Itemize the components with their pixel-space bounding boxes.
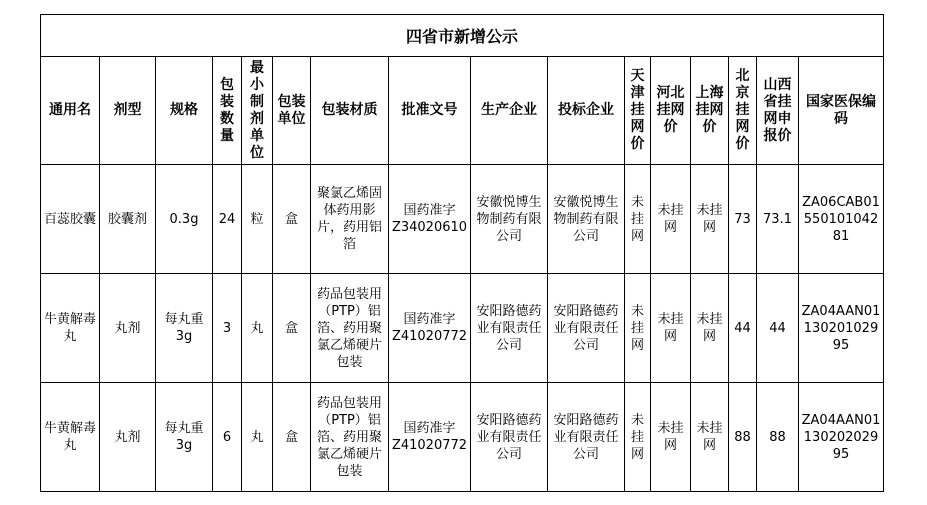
cell-min-unit: 粒 xyxy=(242,165,273,274)
cell-manufacturer: 安阳路德药业有限责任公司 xyxy=(471,383,548,492)
cell-hebei-price: 未挂网 xyxy=(651,165,691,274)
header-shanghai-price: 上海挂网价 xyxy=(691,57,729,165)
header-dosage-form: 剂型 xyxy=(100,57,156,165)
notice-table xyxy=(40,14,884,492)
table-title: 四省市新增公示 xyxy=(41,15,884,57)
table-row xyxy=(41,165,884,274)
cell-manufacturer: 安徽悦博生物制药有限公司 xyxy=(471,165,548,274)
cell-insurance-code: ZA04AAN0113020102995 xyxy=(799,274,884,383)
cell-beijing-price: 44 xyxy=(729,274,757,383)
cell-insurance-code: ZA06CAB0155010104281 xyxy=(799,165,884,274)
cell-approval-number: 国药准字Z34020610 xyxy=(389,165,471,274)
cell-min-unit: 丸 xyxy=(242,274,273,383)
cell-shanghai-price: 未挂网 xyxy=(691,274,729,383)
cell-min-unit: 丸 xyxy=(242,383,273,492)
header-min-unit: 最小制剂单位 xyxy=(242,57,273,165)
header-hebei-price: 河北挂网价 xyxy=(651,57,691,165)
cell-pack-quantity: 24 xyxy=(213,165,242,274)
cell-dosage-form: 胶囊剂 xyxy=(100,165,156,274)
cell-beijing-price: 88 xyxy=(729,383,757,492)
table-row xyxy=(41,383,884,492)
cell-shanghai-price: 未挂网 xyxy=(691,383,729,492)
cell-beijing-price: 73 xyxy=(729,165,757,274)
header-approval-number: 批准文号 xyxy=(389,57,471,165)
header-pack-quantity: 包装数量 xyxy=(213,57,242,165)
cell-pack-material-text: 聚氯乙烯固体药用影片，药用铝箔 xyxy=(316,186,382,252)
cell-generic-name: 牛黄解毒丸 xyxy=(41,383,100,492)
cell-approval-number: 国药准字Z41020772 xyxy=(389,383,471,492)
cell-pack-unit: 盒 xyxy=(273,274,311,383)
cell-hebei-price: 未挂网 xyxy=(651,383,691,492)
header-pack-unit: 包装单位 xyxy=(273,57,311,165)
cell-tianjin-price: 未挂网 xyxy=(625,383,651,492)
cell-pack-unit: 盒 xyxy=(273,383,311,492)
cell-pack-quantity: 6 xyxy=(213,383,242,492)
cell-shanxi-price: 44 xyxy=(757,274,799,383)
cell-dosage-form: 丸剂 xyxy=(100,383,156,492)
cell-bidder: 安阳路德药业有限责任公司 xyxy=(548,383,625,492)
header-bidder: 投标企业 xyxy=(548,57,625,165)
cell-pack-material-text: 药品包装用（PTP）铝箔、药用聚氯乙烯硬片包装 xyxy=(316,286,382,370)
cell-pack-quantity: 3 xyxy=(213,274,242,383)
table-row xyxy=(41,274,884,383)
header-row xyxy=(41,57,884,165)
cell-shanghai-price: 未挂网 xyxy=(691,165,729,274)
cell-shanxi-price: 88 xyxy=(757,383,799,492)
header-insurance-code: 国家医保编码 xyxy=(799,57,884,165)
header-tianjin-price: 天津挂网价 xyxy=(625,57,651,165)
cell-insurance-code: ZA04AAN0113020202995 xyxy=(799,383,884,492)
cell-pack-material xyxy=(311,383,389,492)
cell-manufacturer: 安阳路德药业有限责任公司 xyxy=(471,274,548,383)
cell-tianjin-price: 未挂网 xyxy=(625,165,651,274)
cell-tianjin-price: 未挂网 xyxy=(625,274,651,383)
cell-pack-material xyxy=(311,274,389,383)
cell-shanxi-price: 73.1 xyxy=(757,165,799,274)
cell-pack-material-text: 药品包装用（PTP）铝箔、药用聚氯乙烯硬片包装 xyxy=(316,395,382,479)
cell-pack-material xyxy=(311,165,389,274)
cell-bidder: 安阳路德药业有限责任公司 xyxy=(548,274,625,383)
cell-specification: 0.3g xyxy=(156,165,213,274)
cell-generic-name: 百蕊胶囊 xyxy=(41,165,100,274)
header-specification: 规格 xyxy=(156,57,213,165)
cell-generic-name: 牛黄解毒丸 xyxy=(41,274,100,383)
header-pack-material: 包装材质 xyxy=(311,57,389,165)
header-manufacturer: 生产企业 xyxy=(471,57,548,165)
cell-specification: 每丸重3g xyxy=(156,383,213,492)
header-beijing-price: 北京挂网价 xyxy=(729,57,757,165)
cell-specification: 每丸重3g xyxy=(156,274,213,383)
header-generic-name: 通用名 xyxy=(41,57,100,165)
cell-pack-unit: 盒 xyxy=(273,165,311,274)
cell-dosage-form: 丸剂 xyxy=(100,274,156,383)
cell-hebei-price: 未挂网 xyxy=(651,274,691,383)
header-shanxi-price: 山西省挂网申报价 xyxy=(757,57,799,165)
cell-bidder: 安徽悦博生物制药有限公司 xyxy=(548,165,625,274)
cell-approval-number: 国药准字Z41020772 xyxy=(389,274,471,383)
